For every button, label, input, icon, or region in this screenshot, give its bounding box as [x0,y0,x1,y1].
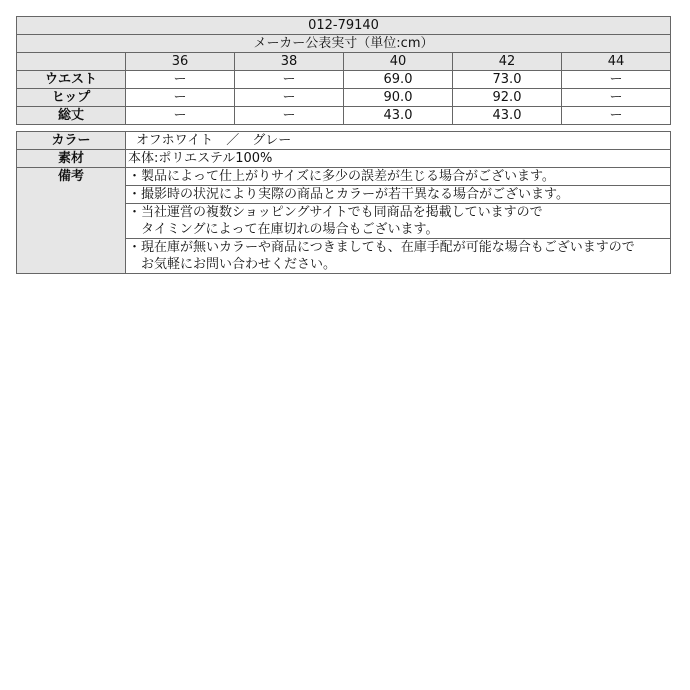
table-row [17,107,671,125]
remark-line: ・撮影時の状況により実際の商品とカラーが若干異なる場合がございます。 [128,187,569,202]
table-row [17,71,671,89]
size-header-row [17,53,671,71]
remark-item [126,204,671,239]
remarks-label: 備考 [17,168,126,274]
remark-line: ・当社運営の複数ショッピングサイトでも同商品を掲載していますので [128,205,543,220]
material-row [17,150,671,168]
table-cell: ー [126,71,235,89]
table-cell: ー [235,89,344,107]
size-header-cell: 40 [344,53,453,71]
material-value: 本体:ポリエステル100% [126,150,671,168]
remark-item [126,186,671,204]
table-cell: ー [126,89,235,107]
remark-item [126,168,671,186]
color-value: オフホワイト ／ グレー [126,132,671,150]
table-cell: ー [562,107,671,125]
material-label: 素材 [17,150,126,168]
table-cell: 43.0 [453,107,562,125]
remark-item [126,239,671,274]
table-cell: ー [562,89,671,107]
row-label-length: 総丈 [17,107,126,125]
remark-line: ・製品によって仕上がりサイズに多少の誤差が生じる場合がございます。 [128,169,555,184]
table-cell: 90.0 [344,89,453,107]
table-cell: 43.0 [344,107,453,125]
remark-line: お気軽にお問い合わせください。 [128,257,337,272]
remark-line: ・現在庫が無いカラーや商品につきましても、在庫手配が可能な場合もございますので [128,240,635,255]
info-table [16,131,671,274]
size-header-cell: 38 [235,53,344,71]
table-cell: ー [235,107,344,125]
row-label-hip: ヒップ [17,89,126,107]
table-cell: ー [126,107,235,125]
table-cell: 69.0 [344,71,453,89]
table-row [17,89,671,107]
remark-line: タイミングによって在庫切れの場合もございます。 [128,222,439,237]
color-row [17,132,671,150]
remarks-row [17,168,671,186]
table-cell: ー [235,71,344,89]
table-cell: 92.0 [453,89,562,107]
size-table [16,16,671,125]
row-label-waist: ウエスト [17,71,126,89]
product-code: 012-79140 [17,17,671,35]
table-cell: ー [562,71,671,89]
size-header-cell: 42 [453,53,562,71]
size-table-subtitle: メーカー公表実寸（単位:cm） [17,35,671,53]
table-cell: 73.0 [453,71,562,89]
size-header-cell: 36 [126,53,235,71]
color-label: カラー [17,132,126,150]
size-header-cell: 44 [562,53,671,71]
size-header-blank [17,53,126,71]
